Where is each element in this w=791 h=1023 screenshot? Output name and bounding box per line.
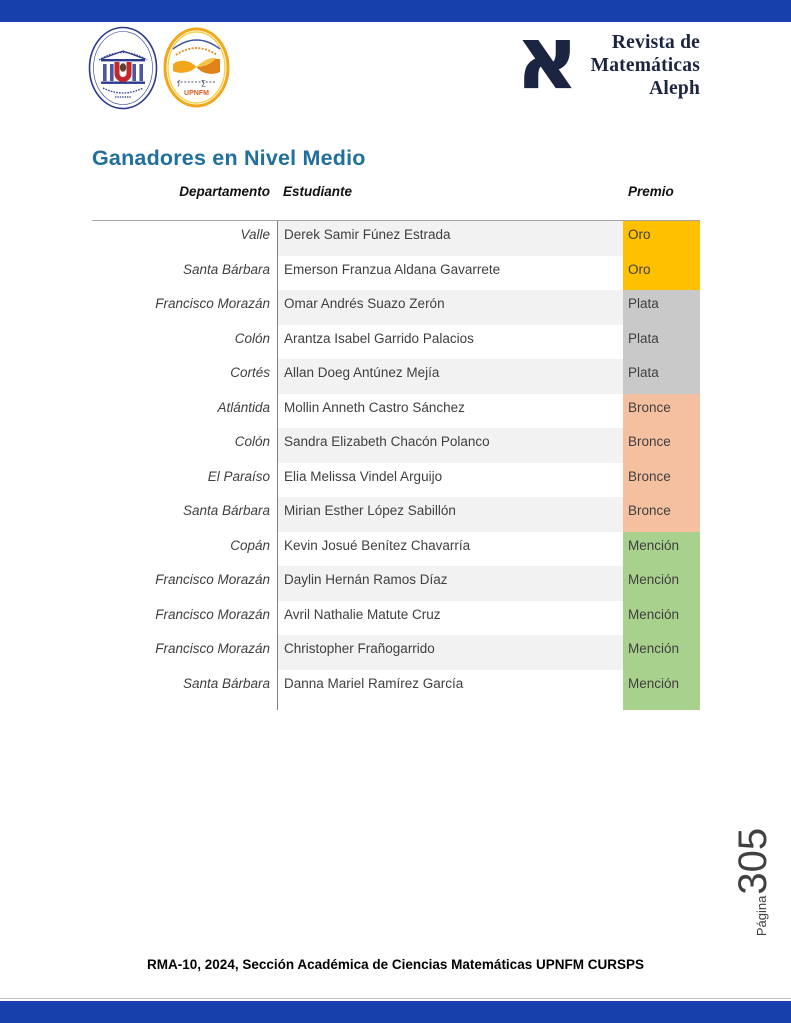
cell-departamento: Colón <box>234 330 270 346</box>
cell-estudiante: Emerson Franzua Aldana Gavarrete <box>277 256 623 291</box>
header-departamento: Departamento <box>179 184 270 199</box>
cell-estudiante: Allan Doeg Antúnez Mejía <box>277 359 623 394</box>
cell-premio: Mención <box>623 635 700 670</box>
table-row <box>92 394 700 429</box>
cell-estudiante: Christopher Frañogarrido <box>277 635 623 670</box>
logo-upnfm-label: UPNFM <box>184 90 209 97</box>
cell-departamento <box>92 704 277 710</box>
cell-premio: Plata <box>623 325 700 360</box>
footer-citation: RMA-10, 2024, Sección Académica de Ciencias Matemáticas UPNFM CURSPS <box>147 957 644 972</box>
cell-departamento: Santa Bárbara <box>182 503 270 518</box>
cell-premio: Mención <box>623 670 700 705</box>
cell-premio: Plata <box>623 359 700 394</box>
cell-departamento: Atlántida <box>217 399 270 415</box>
cell-premio: Oro <box>623 221 700 256</box>
cell-estudiante: Mirian Esther López Sabillón <box>277 497 623 532</box>
aleph-logo-icon: א <box>514 6 580 109</box>
page-number-label: Página <box>754 895 769 937</box>
cell-departamento: El Paraíso <box>207 468 270 484</box>
cell-premio: Bronce <box>623 463 700 498</box>
journal-name-line2: Matemáticas <box>590 55 700 76</box>
table-row <box>92 670 700 705</box>
cell-departamento: Cortés <box>230 365 270 380</box>
page-title: Ganadores en Nivel Medio <box>92 146 366 170</box>
cell-premio: Mención <box>623 532 700 567</box>
table-row <box>92 601 700 636</box>
cell-estudiante: Mollin Anneth Castro Sánchez <box>277 394 623 429</box>
table-row <box>92 290 700 325</box>
table-row <box>92 566 700 601</box>
page-number-value: 305 <box>731 827 775 895</box>
cell-departamento: Valle <box>240 227 270 242</box>
cell-estudiante <box>277 704 623 710</box>
cell-departamento: Copán <box>230 537 270 553</box>
header-premio: Premio <box>628 184 674 199</box>
cell-estudiante: Daylin Hernán Ramos Díaz <box>277 566 623 601</box>
journal-name-line1: Revista de <box>611 32 700 53</box>
table-row <box>92 359 700 394</box>
page-number <box>733 817 777 947</box>
table-row <box>92 497 700 532</box>
journal-name-line3: Aleph <box>649 78 700 99</box>
upnfm-seal-logo <box>87 26 159 110</box>
table-row <box>92 325 700 360</box>
math-community-logo <box>163 27 230 108</box>
cell-premio <box>623 704 700 710</box>
cell-departamento: Colón <box>234 434 270 449</box>
bottom-border-bar <box>0 1001 791 1023</box>
cell-departamento: Francisco Morazán <box>155 572 270 587</box>
cell-estudiante: Arantza Isabel Garrido Palacios <box>277 325 623 360</box>
journal-masthead <box>591 31 700 100</box>
table-row <box>92 635 700 670</box>
table-row <box>92 532 700 567</box>
sigma-icon: ∑ <box>201 80 206 87</box>
table-row <box>92 463 700 498</box>
cell-premio: Oro <box>623 256 700 291</box>
top-border-bar <box>0 0 791 22</box>
cell-departamento: Santa Bárbara <box>182 675 270 691</box>
cell-estudiante: Elia Melissa Vindel Arguijo <box>277 463 623 498</box>
cell-departamento: Santa Bárbara <box>182 261 270 277</box>
table-header-row <box>92 184 700 199</box>
table-row <box>92 428 700 463</box>
cell-estudiante: Omar Andrés Suazo Zerón <box>277 290 623 325</box>
cell-departamento: Francisco Morazán <box>155 296 270 311</box>
cell-premio: Bronce <box>623 394 700 429</box>
cell-estudiante: Kevin Josué Benítez Chavarría <box>277 532 623 567</box>
cell-premio: Bronce <box>623 497 700 532</box>
cell-premio: Plata <box>623 290 700 325</box>
cell-estudiante: Sandra Elizabeth Chacón Polanco <box>277 428 623 463</box>
table-filler <box>92 704 700 710</box>
table-row <box>92 256 700 291</box>
cell-estudiante: Derek Samir Fúnez Estrada <box>277 221 623 256</box>
footer-divider <box>0 998 791 999</box>
table-row <box>92 221 700 256</box>
cell-premio: Bronce <box>623 428 700 463</box>
winners-table-body <box>92 221 700 710</box>
cell-estudiante: Avril Nathalie Matute Cruz <box>277 601 623 636</box>
integral-icon: ∫ <box>178 80 180 87</box>
cell-premio: Mención <box>623 601 700 636</box>
cell-departamento: Francisco Morazán <box>155 606 270 622</box>
header-estudiante: Estudiante <box>283 184 353 199</box>
cell-premio: Mención <box>623 566 700 601</box>
cell-departamento: Francisco Morazán <box>155 641 270 656</box>
cell-estudiante: Danna Mariel Ramírez García <box>277 670 623 705</box>
